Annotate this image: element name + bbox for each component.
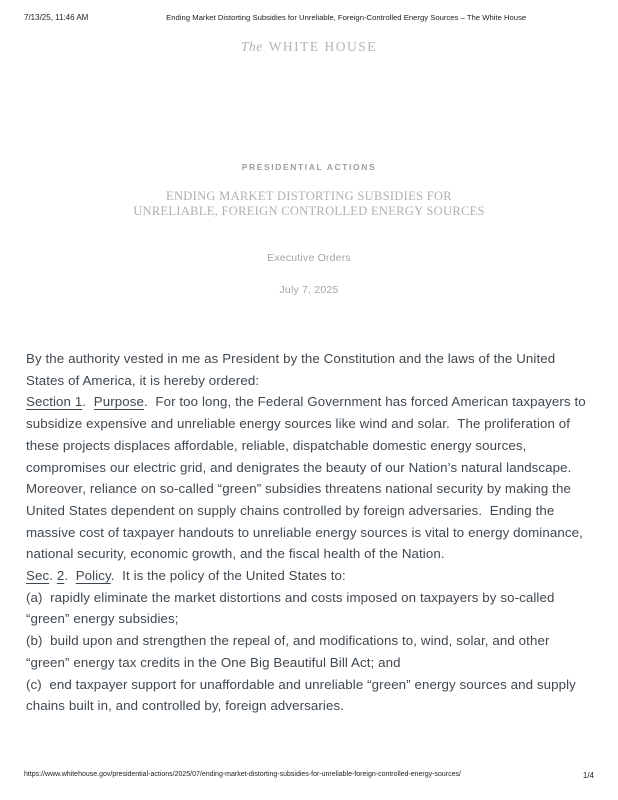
print-page-title: Ending Market Distorting Subsidies for Unreliable, Foreign-Controlled Energy Sources – The White House <box>166 13 527 22</box>
paragraph <box>26 348 596 391</box>
underlined-term: 2 <box>56 568 65 584</box>
underlined-term: Section 1 <box>26 394 83 410</box>
paragraph <box>26 587 596 630</box>
article-title <box>0 189 618 219</box>
paragraph <box>26 674 596 717</box>
article-title-line-1: ENDING MARKET DISTORTING SUBSIDIES FOR <box>166 189 452 203</box>
paragraph-text: . <box>49 568 57 584</box>
print-page-number: 1/4 <box>582 771 594 780</box>
breadcrumb-presidential-actions: PRESIDENTIAL ACTIONS <box>241 162 377 172</box>
article-date: July 7, 2025 <box>279 284 339 296</box>
paragraph <box>26 565 596 587</box>
paragraph-text: By the authority vested in me as President by the Constitution and the laws of the United States of America, it is hereby ordered: <box>26 351 560 388</box>
print-header <box>24 13 594 22</box>
underlined-term: Purpose <box>93 394 144 410</box>
logo-main-text: WHITE HOUSE <box>268 39 378 54</box>
underlined-term: Sec <box>26 568 50 584</box>
paragraph-text: (c) end taxpayer support for unaffordable and unreliable “green” energy sources and supply chains built in, and controlled by, foreign adversaries. <box>26 676 580 714</box>
print-url: https://www.whitehouse.gov/presidential-actions/2025/07/ending-market-distorting-subsidies-for-unreliable-foreign-controlled-energy-sources/ <box>24 771 461 778</box>
paragraph-text: . It is the policy of the United States to: <box>110 568 346 584</box>
paragraph <box>26 391 596 565</box>
paragraph-text: . <box>82 394 94 410</box>
paragraph-text: (b) build upon and strengthen the repeal of, and modifications to, wind, solar, and other “green” energy tax credits in the One Big Beautiful Bill Act; and <box>26 633 554 670</box>
white-house-logo <box>0 39 618 55</box>
print-footer <box>24 771 594 780</box>
logo-the-text: The <box>240 39 263 54</box>
print-timestamp: 7/13/25, 11:46 AM <box>24 13 89 22</box>
document-body <box>26 348 596 717</box>
underlined-term: Policy <box>75 568 111 584</box>
paragraph-text: . <box>64 568 76 584</box>
article-title-line-2: UNRELIABLE, FOREIGN CONTROLLED ENERGY SOURCES <box>133 203 485 218</box>
paragraph-text: . For too long, the Federal Government has forced American taxpayers to subsidize expensive and unreliable energy sources like wind and solar. The proliferation of these projects displaces affordable, reliable, dispatchable domestic energy sources, compromises our electric grid, and denigrates the beauty of our Nation’s natural landscape. Moreover, reliance on so-called “green” subsidies threatens national security by making the United States dependent on supply chains controlled by foreign adversaries. Ending the massive cost of taxpayer handouts to unreliable energy sources is vital to energy dominance, national security, economic growth, and the fiscal health of the Nation. <box>26 394 590 562</box>
paragraph <box>26 630 596 673</box>
paragraph-text: (a) rapidly eliminate the market distortions and costs imposed on taxpayers by so-called “green” energy subsidies; <box>26 589 559 627</box>
article-category: Executive Orders <box>267 252 351 264</box>
